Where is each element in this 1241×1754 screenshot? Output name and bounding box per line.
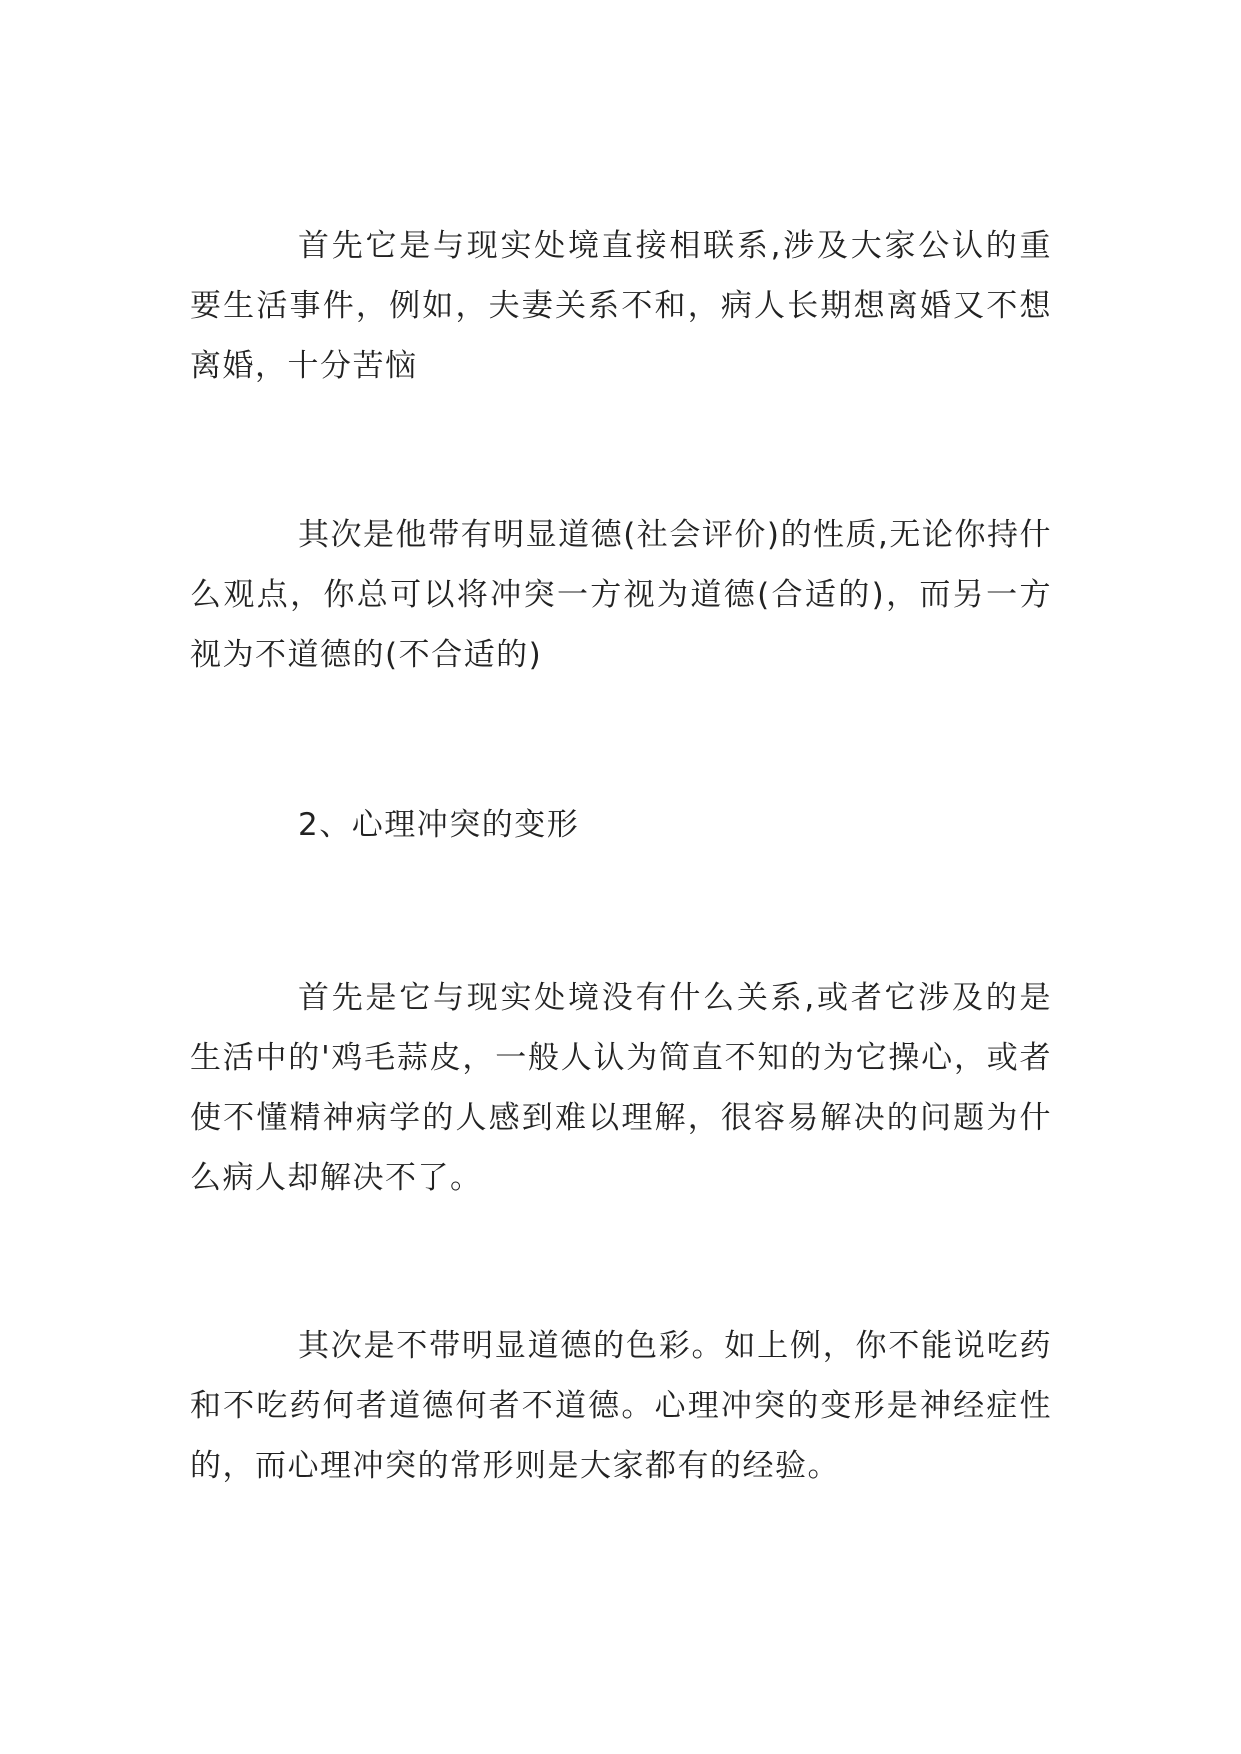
paragraph-conflict-normal-second: 其次是他带有明显道德(社会评价)的性质,无论你持什么观点，你总可以将冲突一方视为道德(合适的)，而另一方视为不道德的(不合适的) [190, 517, 1052, 673]
paragraph-conflict-variant-second: 其次是不带明显道德的色彩。如上例，你不能说吃药和不吃药何者道德何者不道德。心理冲突的变形是神经症性的，而心理冲突的常形则是大家都有的经验。 [190, 1328, 1052, 1484]
section-heading-conflict-variant: 2、心理冲突的变形 [298, 807, 580, 843]
paragraph-conflict-variant-first: 首先是它与现实处境没有什么关系,或者它涉及的是生活中的'鸡毛蒜皮，一般人认为简直不知的为它操心，或者使不懂精神病学的人感到难以理解，很容易解决的问题为什么病人却解决不了。 [190, 980, 1052, 1196]
paragraph-conflict-normal-first: 首先它是与现实处境直接相联系,涉及大家公认的重要生活事件，例如，夫妻关系不和，病人长期想离婚又不想离婚，十分苦恼 [190, 228, 1052, 384]
